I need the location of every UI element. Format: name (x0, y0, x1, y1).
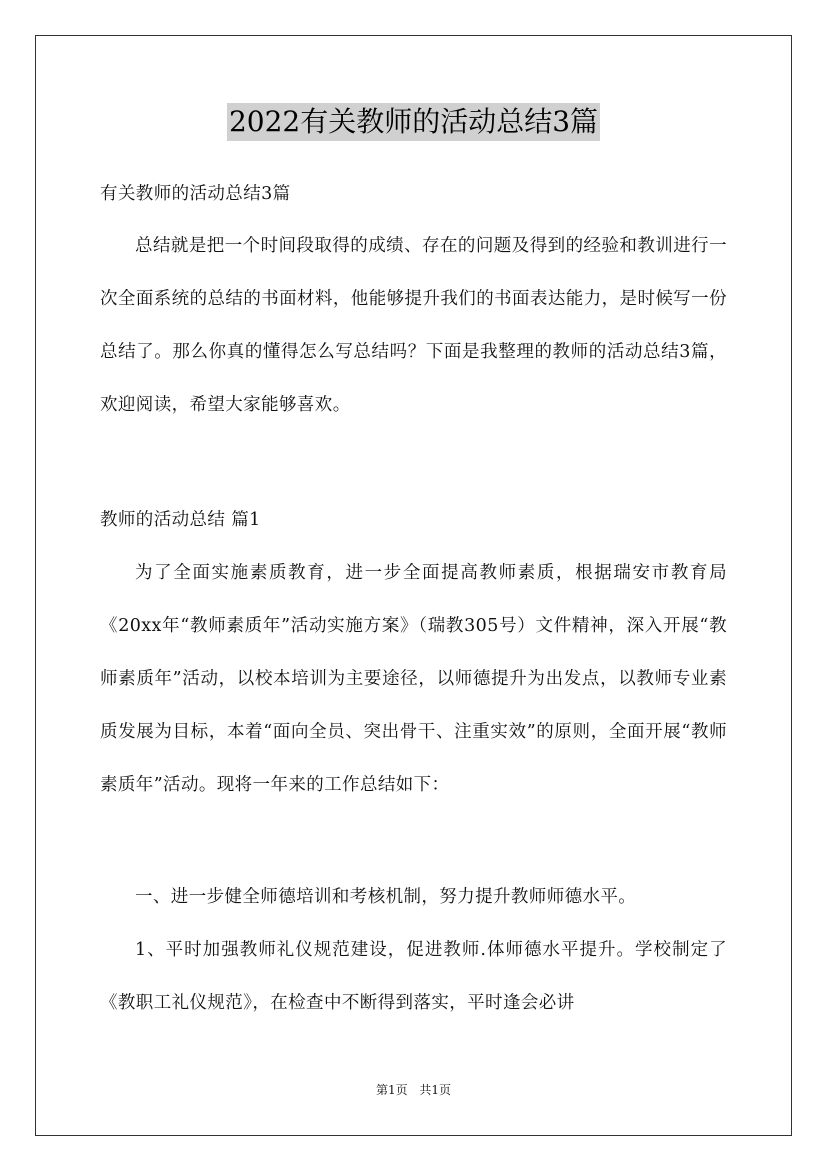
section-1-paragraph: 为了全面实施素质教育，进一步全面提高教师素质，根据瑞安市教育局《20xx年“教师素质年”活动实施方案》（瑞教305号）文件精神，深入开展“教师素质年”活动，以校本培训为主要途径，以师德提升为出发点，以教师专业素质发展为目标，本着“面向全员、突出骨干、注重实效”的原则，全面开展“教师素质年”活动。现将一年来的工作总结如下： (100, 563, 727, 795)
page-number-total: 共1页 (419, 1083, 452, 1097)
page-footer (0, 1082, 827, 1098)
document-title: 2022有关教师的活动总结3篇 (227, 103, 600, 141)
title-container (0, 103, 827, 141)
section-1-point-1: 一、进一步健全师德培训和考核机制，努力提升教师师德水平。 (135, 887, 637, 907)
page-number-current: 第1页 (375, 1083, 408, 1097)
section-heading-1: 教师的活动总结 篇1 (100, 510, 261, 530)
section-1-item-1: 1、平时加强教师礼仪规范建设，促进教师.体师德水平提升。学校制定了《教职工礼仪规范》，在检查中不断得到落实，平时逢会必讲 (100, 940, 727, 1013)
document-subtitle: 有关教师的活动总结3篇 (100, 184, 291, 204)
intro-paragraph: 总结就是把一个时间段取得的成绩、存在的问题及得到的经验和教训进行一次全面系统的总结的书面材料，他能够提升我们的书面表达能力，是时候写一份总结了。那么你真的懂得怎么写总结吗？下面是我整理的教师的活动总结3篇，欢迎阅读，希望大家能够喜欢。 (100, 236, 727, 415)
